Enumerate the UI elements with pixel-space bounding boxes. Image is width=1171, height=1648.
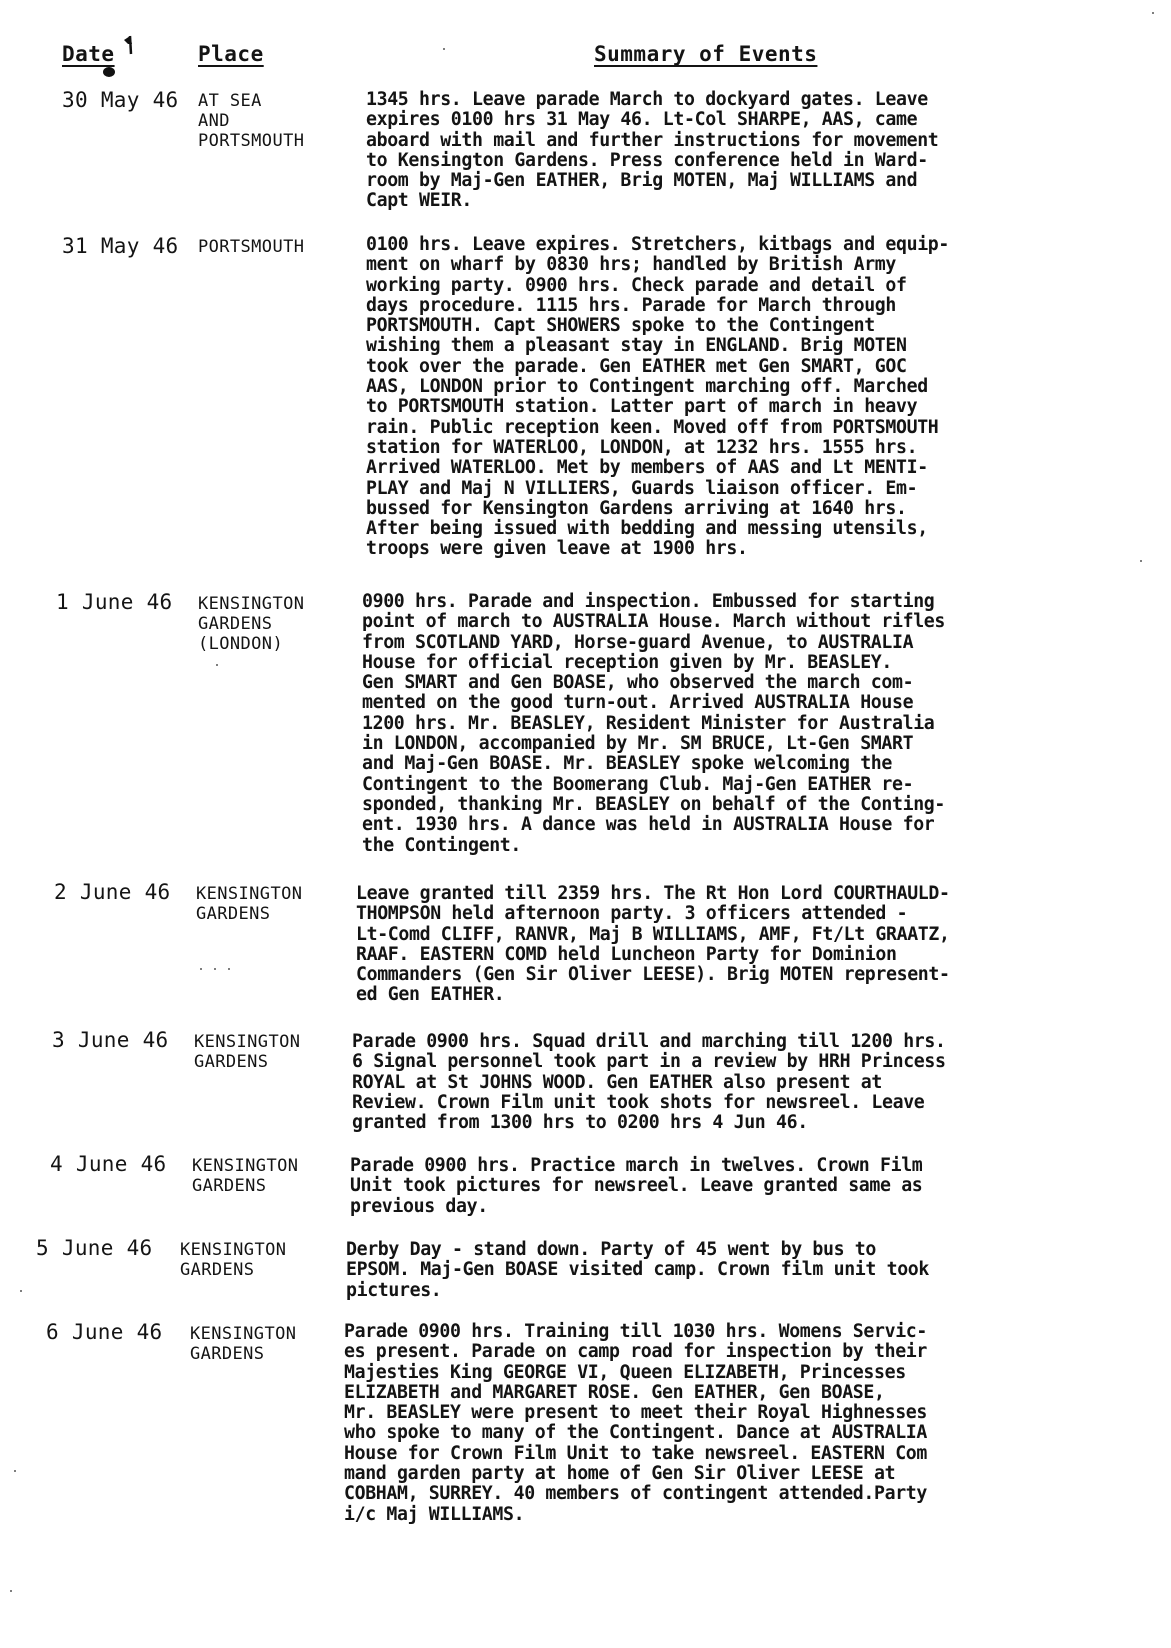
entry-date: 2 June 46 bbox=[54, 880, 171, 904]
entry-place: KENSINGTON GARDENS bbox=[194, 1032, 301, 1072]
entry-place: KENSINGTON GARDENS bbox=[180, 1240, 287, 1280]
entry-summary: Leave granted till 2359 hrs. The Rt Hon Lord COURTHAULD- THOMPSON held afternoon party. 3 officers attended - Lt-Comd CLIFF, RANVR, Maj B WILLIAMS, AMF, Ft/Lt GRAATZ, RAAF. EASTERN COMD held Luncheon Party for Dominion Commanders (Gen Sir Oliver LEESE). Brig MOTEN represent- ed Gen EATHER. bbox=[356, 883, 950, 1006]
scan-speck bbox=[10, 1590, 12, 1592]
entry-summary: Parade 0900 hrs. Practice march in twelves. Crown Film Unit took pictures for newsreel. Leave granted same as previous day. bbox=[350, 1155, 923, 1217]
scan-speck bbox=[214, 968, 216, 970]
scan-speck bbox=[200, 968, 202, 970]
entry-summary: 0100 hrs. Leave expires. Stretchers, kitbags and equip- ment on wharf by 0830 hrs; handled by British Army working party. 0900 hrs. Check parade and detail of days procedure. 1115 hrs. Parade for March through PORTSMOUTH. Capt SHOWERS spoke to the Contingent wishing them a pleasant stay in ENGLAND. Brig MOTEN took over the parade. Gen EATHER met Gen SMART, GOC AAS, LONDON prior to Contingent marching off. Marched to PORTSMOUTH station. Latter part of march in heavy rain. Public reception keen. Moved off from PORTSMOUTH station for WATERLOO, LONDON, at 1232 hrs. 1555 hrs. Arrived WATERLOO. Met by members of AAS and Lt MENTI- PLAY and Maj N VILLIERS, Guards liaison officer. Em- bussed for Kensington Gardens arriving at 1640 hrs. After being issued with bedding and messing utensils, troops were given leave at 1900 hrs. bbox=[366, 234, 949, 560]
entry-place: KENSINGTON GARDENS bbox=[190, 1324, 297, 1364]
scan-speck bbox=[443, 48, 445, 50]
scan-speck bbox=[216, 664, 218, 666]
scan-speck bbox=[20, 1290, 22, 1292]
column-header-date: Date bbox=[62, 42, 115, 66]
ink-mark-icon bbox=[96, 32, 142, 80]
entry-date: 4 June 46 bbox=[50, 1152, 167, 1176]
scan-speck bbox=[228, 968, 230, 970]
entry-date: 30 May 46 bbox=[62, 88, 179, 112]
entry-date: 6 June 46 bbox=[46, 1320, 163, 1344]
column-header-summary: Summary of Events bbox=[594, 42, 818, 66]
scan-speck bbox=[14, 1470, 16, 1472]
entry-summary: 0900 hrs. Parade and inspection. Embussed for starting point of march to AUSTRALIA House. March without rifles from SCOTLAND YARD, Horse-guard Avenue, to AUSTRALIA House for official reception given by Mr. BEASLEY. Gen SMART and Gen BOASE, who observed the march com- mented on the good turn-out. Arrived AUSTRALIA House 1200 hrs. Mr. BEASLEY, Resident Minister for Australia in LONDON, accompanied by Mr. SM BRUCE, Lt-Gen SMART and Maj-Gen BOASE. Mr. BEASLEY spoke welcoming the Contingent to the Boomerang Club. Maj-Gen EATHER re- sponded, thanking Mr. BEASLEY on behalf of the Conting- ent. 1930 hrs. A dance was held in AUSTRALIA House for the Contingent. bbox=[362, 591, 945, 856]
entry-date: 31 May 46 bbox=[62, 234, 179, 258]
entry-place: AT SEA AND PORTSMOUTH bbox=[198, 91, 305, 151]
entry-place: KENSINGTON GARDENS bbox=[196, 884, 303, 924]
entry-summary: Parade 0900 hrs. Training till 1030 hrs. Womens Servic- es present. Parade on camp road for inspection by their Majesties King GEORGE VI, Queen ELIZABETH, Princesses ELIZABETH and MARGARET ROSE. Gen EATHER, Gen BOASE, Mr. BEASLEY were present to meet their Royal Highnesses who spoke to many of the Contingent. Dance at AUSTRALIA House for Crown Film Unit to take newsreel. EASTERN Com mand garden party at home of Gen Sir Oliver LEESE at COBHAM, SURREY. 40 members of contingent attended.Party i/c Maj WILLIAMS. bbox=[344, 1321, 927, 1525]
column-header-place: Place bbox=[198, 42, 264, 66]
scan-speck bbox=[1140, 560, 1142, 562]
entry-summary: Parade 0900 hrs. Squad drill and marching till 1200 hrs. 6 Signal personnel took part in a review by HRH Princess ROYAL at St JOHNS WOOD. Gen EATHER also present at Review. Crown Film unit took shots for newsreel. Leave granted from 1300 hrs to 0200 hrs 4 Jun 46. bbox=[352, 1031, 946, 1134]
entry-place: PORTSMOUTH bbox=[198, 237, 305, 257]
entry-summary: Derby Day - stand down. Party of 45 went by bus to EPSOM. Maj-Gen BOASE visited camp. Crown film unit took pictures. bbox=[346, 1239, 929, 1301]
scan-speck bbox=[1152, 12, 1154, 14]
entry-summary: 1345 hrs. Leave parade March to dockyard gates. Leave expires 0100 hrs 31 May 46. Lt-Col SHARPE, AAS, came aboard with mail and further instructions for movement to Kensington Gardens. Press conference held in Ward- room by Maj-Gen EATHER, Brig MOTEN, Maj WILLIAMS and Capt WEIR. bbox=[366, 89, 939, 212]
entry-date: 3 June 46 bbox=[52, 1028, 169, 1052]
entry-place: KENSINGTON GARDENS bbox=[192, 1156, 299, 1196]
entry-place: KENSINGTON GARDENS (LONDON) bbox=[198, 594, 305, 654]
entry-date: 1 June 46 bbox=[56, 590, 173, 614]
entry-date: 5 June 46 bbox=[36, 1236, 153, 1260]
